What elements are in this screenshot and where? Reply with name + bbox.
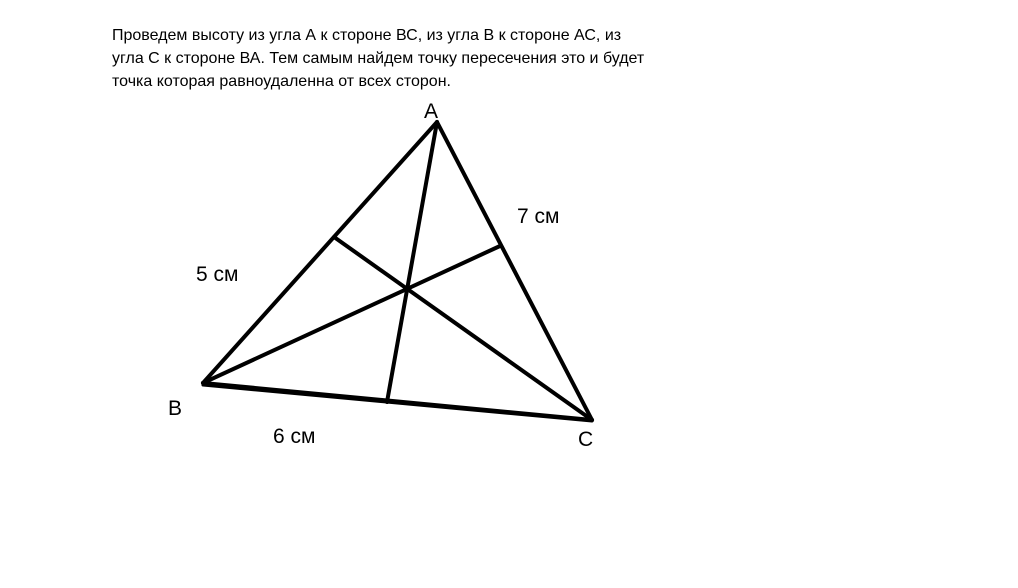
problem-text-line-3: точка которая равноудаленна от всех сторон. — [112, 73, 451, 90]
segment-from-b — [203, 246, 500, 383]
segment-from-a — [387, 122, 437, 402]
side-label-ac: 7 см — [517, 205, 560, 228]
problem-text-line-2: угла С к стороне ВА. Тем самым найдем точку пересечения это и будет — [112, 50, 645, 67]
side-ab — [203, 122, 437, 383]
side-label-bc: 6 см — [273, 425, 316, 448]
problem-text-line-1: Проведем высоту из угла А к стороне ВС, из угла В к стороне АС, из — [112, 27, 622, 44]
side-label-ab: 5 см — [196, 263, 239, 286]
vertex-label-b: B — [168, 397, 183, 420]
vertex-label-c: C — [578, 428, 594, 451]
side-bc-thick — [203, 385, 592, 421]
side-ac — [437, 122, 592, 420]
vertex-label-a: A — [424, 100, 439, 123]
